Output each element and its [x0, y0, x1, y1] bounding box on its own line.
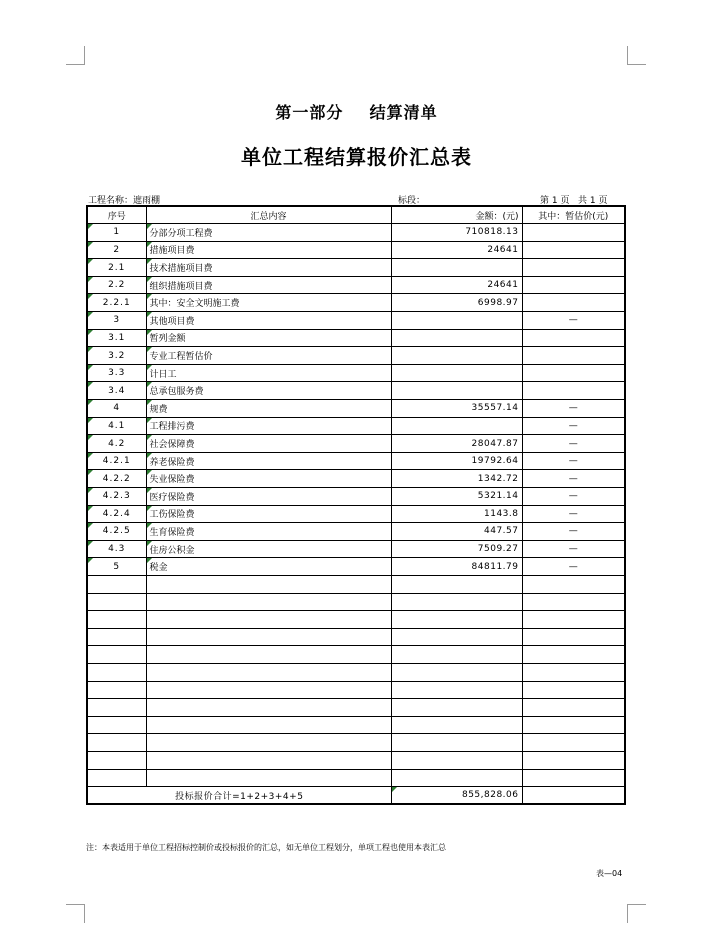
row-name: 其他项目费	[146, 312, 391, 330]
blank-row	[87, 593, 625, 611]
row-name: 税金	[146, 558, 391, 576]
row-provisional: —	[522, 435, 625, 453]
blank-cell	[87, 593, 146, 611]
row-name: 分部分项工程费	[146, 224, 391, 242]
row-provisional	[522, 241, 625, 259]
row-no: 2.2	[87, 276, 146, 294]
blank-cell	[522, 699, 625, 717]
row-provisional: —	[522, 558, 625, 576]
row-amount: 19792.64	[391, 452, 522, 470]
row-amount: 710818.13	[391, 224, 522, 242]
row-no: 2.1	[87, 259, 146, 277]
blank-cell	[87, 769, 146, 787]
row-no: 4.2.1	[87, 452, 146, 470]
blank-cell	[522, 681, 625, 699]
table-row	[87, 329, 625, 347]
header-no: 序号	[87, 206, 146, 224]
row-name: 总承包服务费	[146, 382, 391, 400]
blank-cell	[146, 663, 391, 681]
blank-row	[87, 734, 625, 752]
row-no: 4.3	[87, 540, 146, 558]
blank-cell	[87, 734, 146, 752]
blank-cell	[146, 699, 391, 717]
blank-row	[87, 575, 625, 593]
blank-row	[87, 611, 625, 629]
row-name: 其中：安全文明施工费	[146, 294, 391, 312]
table-row	[87, 276, 625, 294]
row-amount: 24641	[391, 276, 522, 294]
blank-cell	[87, 628, 146, 646]
row-name: 规费	[146, 400, 391, 418]
blank-cell	[391, 575, 522, 593]
row-provisional	[522, 294, 625, 312]
row-no: 3.2	[87, 347, 146, 365]
row-amount: 24641	[391, 241, 522, 259]
blank-row	[87, 646, 625, 664]
table-body	[87, 224, 625, 805]
table-header-row	[87, 206, 625, 224]
row-name: 技术措施项目费	[146, 259, 391, 277]
row-name: 组织措施项目费	[146, 276, 391, 294]
blank-cell	[391, 611, 522, 629]
row-no: 5	[87, 558, 146, 576]
blank-cell	[146, 716, 391, 734]
summary-table	[86, 205, 626, 805]
blank-cell	[391, 769, 522, 787]
row-no: 1	[87, 224, 146, 242]
table-row	[87, 435, 625, 453]
row-no: 4.2	[87, 435, 146, 453]
blank-cell	[522, 593, 625, 611]
header-amount: 金额：(元)	[391, 206, 522, 224]
row-name: 计日工	[146, 364, 391, 382]
blank-cell	[522, 734, 625, 752]
table-row	[87, 312, 625, 330]
blank-cell	[146, 593, 391, 611]
blank-cell	[146, 681, 391, 699]
row-provisional: —	[522, 505, 625, 523]
blank-cell	[146, 646, 391, 664]
row-name: 工程排污费	[146, 417, 391, 435]
row-amount: 6998.97	[391, 294, 522, 312]
row-no: 4.2.4	[87, 505, 146, 523]
table-row	[87, 259, 625, 277]
blank-cell	[522, 716, 625, 734]
blank-cell	[87, 681, 146, 699]
crop-mark-bottom-right	[627, 904, 646, 923]
blank-cell	[391, 734, 522, 752]
blank-cell	[146, 769, 391, 787]
row-amount: 1143.8	[391, 505, 522, 523]
row-name: 工伤保险费	[146, 505, 391, 523]
row-amount	[391, 417, 522, 435]
row-name: 住房公积金	[146, 540, 391, 558]
blank-cell	[146, 611, 391, 629]
blank-cell	[391, 716, 522, 734]
row-amount: 5321.14	[391, 488, 522, 506]
row-provisional	[522, 347, 625, 365]
row-provisional: —	[522, 400, 625, 418]
row-amount: 35557.14	[391, 400, 522, 418]
main-title: 单位工程结算报价汇总表	[241, 145, 472, 169]
total-label: 投标报价合计=1+2+3+4+5	[87, 787, 391, 805]
blank-cell	[391, 663, 522, 681]
row-amount: 1342.72	[391, 470, 522, 488]
blank-cell	[146, 575, 391, 593]
row-amount	[391, 347, 522, 365]
row-provisional: —	[522, 417, 625, 435]
blank-cell	[146, 734, 391, 752]
crop-mark-top-right	[627, 46, 646, 65]
blank-cell	[87, 716, 146, 734]
row-name: 专业工程暂估价	[146, 347, 391, 365]
row-amount: 447.57	[391, 523, 522, 541]
project-name: 工程名称：遮雨棚	[88, 196, 161, 206]
part-title: 第一部分 结算清单	[275, 103, 438, 122]
row-provisional: —	[522, 470, 625, 488]
row-provisional	[522, 276, 625, 294]
row-provisional: —	[522, 452, 625, 470]
row-amount	[391, 312, 522, 330]
row-no: 4.2.5	[87, 523, 146, 541]
row-name: 社会保障费	[146, 435, 391, 453]
header-name: 汇总内容	[146, 206, 391, 224]
header-provisional: 其中：暂估价(元)	[522, 206, 625, 224]
table-row	[87, 241, 625, 259]
row-name: 养老保险费	[146, 452, 391, 470]
row-no: 4.2.3	[87, 488, 146, 506]
blank-cell	[87, 646, 146, 664]
table-row	[87, 558, 625, 576]
row-amount	[391, 382, 522, 400]
row-provisional: —	[522, 312, 625, 330]
table-id: 表—04	[596, 869, 623, 878]
row-provisional	[522, 329, 625, 347]
blank-cell	[146, 628, 391, 646]
row-no: 4.1	[87, 417, 146, 435]
blank-cell	[87, 751, 146, 769]
row-amount	[391, 329, 522, 347]
blank-cell	[87, 575, 146, 593]
row-no: 4	[87, 400, 146, 418]
total-row	[87, 787, 625, 805]
row-provisional: —	[522, 523, 625, 541]
blank-cell	[522, 628, 625, 646]
table-row	[87, 382, 625, 400]
row-amount: 7509.27	[391, 540, 522, 558]
footnote: 注：本表适用于单位工程招标控制价或投标报价的汇总，如无单位工程划分，单项工程也使用本表汇总	[86, 843, 446, 852]
row-provisional	[522, 364, 625, 382]
row-name: 失业保险费	[146, 470, 391, 488]
page-info: 第 1 页 共 1 页	[540, 196, 608, 206]
blank-cell	[391, 646, 522, 664]
row-amount	[391, 259, 522, 277]
blank-cell	[146, 751, 391, 769]
blank-row	[87, 663, 625, 681]
row-no: 2.2.1	[87, 294, 146, 312]
row-provisional	[522, 259, 625, 277]
blank-cell	[522, 575, 625, 593]
row-no: 3.3	[87, 364, 146, 382]
blank-row	[87, 699, 625, 717]
row-amount: 28047.87	[391, 435, 522, 453]
row-provisional	[522, 224, 625, 242]
table-row	[87, 400, 625, 418]
table-row	[87, 488, 625, 506]
row-provisional	[522, 382, 625, 400]
blank-cell	[87, 611, 146, 629]
table-row	[87, 294, 625, 312]
blank-cell	[87, 699, 146, 717]
row-name: 暂列金额	[146, 329, 391, 347]
blank-row	[87, 769, 625, 787]
row-provisional: —	[522, 540, 625, 558]
blank-row	[87, 751, 625, 769]
blank-row	[87, 628, 625, 646]
blank-cell	[87, 663, 146, 681]
row-name: 措施项目费	[146, 241, 391, 259]
blank-cell	[522, 663, 625, 681]
blank-cell	[522, 769, 625, 787]
row-no: 4.2.2	[87, 470, 146, 488]
table-row	[87, 347, 625, 365]
row-provisional: —	[522, 488, 625, 506]
row-name: 医疗保险费	[146, 488, 391, 506]
crop-mark-top-left	[66, 46, 85, 65]
table-row	[87, 417, 625, 435]
blank-cell	[391, 751, 522, 769]
blank-row	[87, 716, 625, 734]
row-no: 2	[87, 241, 146, 259]
blank-cell	[391, 681, 522, 699]
row-no: 3.4	[87, 382, 146, 400]
blank-cell	[391, 628, 522, 646]
blank-cell	[522, 751, 625, 769]
section-label: 标段：	[398, 196, 426, 206]
table-row	[87, 224, 625, 242]
table-row	[87, 523, 625, 541]
row-amount	[391, 364, 522, 382]
table-row	[87, 505, 625, 523]
table-row	[87, 364, 625, 382]
row-no: 3.1	[87, 329, 146, 347]
table-row	[87, 452, 625, 470]
blank-cell	[391, 699, 522, 717]
row-name: 生育保险费	[146, 523, 391, 541]
table-row	[87, 540, 625, 558]
total-amount: 855,828.06	[391, 787, 522, 805]
crop-mark-bottom-left	[66, 904, 85, 923]
blank-row	[87, 681, 625, 699]
blank-cell	[522, 646, 625, 664]
blank-cell	[522, 611, 625, 629]
row-no: 3	[87, 312, 146, 330]
total-provisional	[522, 787, 625, 805]
blank-cell	[391, 593, 522, 611]
row-amount: 84811.79	[391, 558, 522, 576]
table-row	[87, 470, 625, 488]
